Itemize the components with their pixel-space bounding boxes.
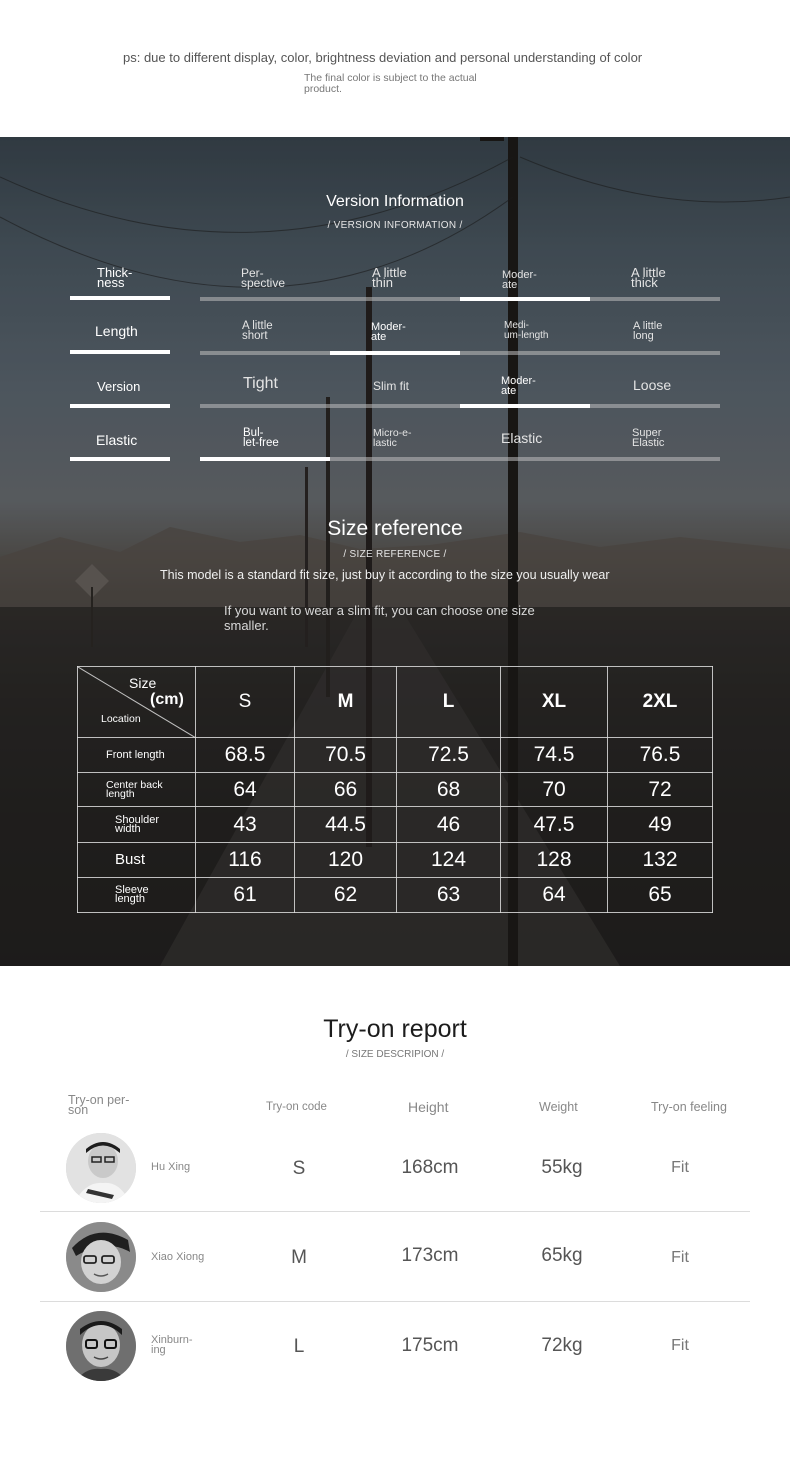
option-label: Super Elastic xyxy=(632,427,665,449)
version-row-length xyxy=(0,317,790,369)
avatar-photo-icon xyxy=(66,1311,136,1381)
measurement-value: 132 xyxy=(608,843,713,878)
measurement-value: 49 xyxy=(608,807,713,843)
label-underline xyxy=(70,404,170,408)
label-underline xyxy=(70,457,170,461)
scale-selected-marker xyxy=(460,404,590,408)
version-info-subtitle: / VERSION INFORMATION / xyxy=(327,220,463,231)
size-note-slim: If you want to wear a slim fit, you can choose one size smaller. xyxy=(224,603,535,633)
option-label: Slim fit xyxy=(373,379,409,393)
measurement-value: 61 xyxy=(196,878,295,913)
size-table xyxy=(77,666,713,913)
measurement-value: 70.5 xyxy=(295,738,397,773)
measurement-value: 70 xyxy=(501,773,608,807)
header-weight: Weight xyxy=(539,1100,578,1114)
measurement-value: 72.5 xyxy=(397,738,501,773)
header-person: Try-on per- son xyxy=(68,1093,130,1117)
measurement-label: Shoulder width xyxy=(78,807,196,843)
size-table-corner-cell xyxy=(78,667,196,738)
person-height: 173cm xyxy=(401,1245,459,1266)
avatar-photo-icon xyxy=(66,1133,136,1203)
person-code: M xyxy=(291,1247,307,1268)
size-table-row xyxy=(78,878,713,913)
measurement-label: Sleeve length xyxy=(78,878,196,913)
measurement-value: 47.5 xyxy=(501,807,608,843)
option-label: Medi- um-length xyxy=(504,320,549,341)
size-header-cell: 2XL xyxy=(608,667,713,738)
option-label: Per- spective xyxy=(241,266,286,290)
measurement-value: 64 xyxy=(196,773,295,807)
option-label-selected: Moder- ate xyxy=(501,375,536,397)
option-label: A little thick xyxy=(631,265,666,290)
avatar xyxy=(66,1133,136,1203)
measurement-label: Center back length xyxy=(78,773,196,807)
measurement-value: 68 xyxy=(397,773,501,807)
size-header-cell: S xyxy=(196,667,295,738)
header-feeling: Try-on feeling xyxy=(651,1100,727,1114)
person-code: L xyxy=(293,1336,305,1357)
tryon-report-title: Try-on report xyxy=(323,1015,467,1043)
scale-selected-marker xyxy=(200,457,330,461)
tryon-row xyxy=(40,1122,750,1212)
size-table-row xyxy=(78,738,713,773)
label-underline xyxy=(70,350,170,354)
option-label: Elastic xyxy=(501,430,543,446)
avatar xyxy=(66,1311,136,1381)
measurement-value: 43 xyxy=(196,807,295,843)
measurement-value: 124 xyxy=(397,843,501,878)
row-label: Length xyxy=(95,323,138,339)
scale-selected-marker xyxy=(460,297,590,301)
tryon-row xyxy=(40,1302,750,1392)
person-height: 168cm xyxy=(401,1157,459,1178)
person-height: 175cm xyxy=(401,1335,459,1356)
version-row-fit xyxy=(0,372,790,424)
person-weight: 72kg xyxy=(541,1335,583,1356)
measurement-value: 68.5 xyxy=(196,738,295,773)
size-table-row xyxy=(78,807,713,843)
option-label-selected: Moder- ate xyxy=(371,321,406,343)
label-underline xyxy=(70,296,170,300)
option-label: A little long xyxy=(633,320,663,342)
size-reference-subtitle: / SIZE REFERENCE / xyxy=(343,549,447,560)
measurement-value: 64 xyxy=(501,878,608,913)
measurement-label: Bust xyxy=(78,843,196,878)
measurement-value: 44.5 xyxy=(295,807,397,843)
measurement-value: 46 xyxy=(397,807,501,843)
person-name: Hu Xing xyxy=(151,1161,191,1173)
option-label: Loose xyxy=(633,377,672,393)
measurement-label: Front length xyxy=(78,738,196,773)
avatar-photo-icon xyxy=(66,1222,136,1292)
corner-unit-label: (cm) xyxy=(150,691,184,708)
notice-line-1: ps: due to different display, color, brightness deviation and personal understanding of color xyxy=(123,50,643,65)
size-reference-title: Size reference xyxy=(327,517,463,540)
scale-selected-marker xyxy=(330,351,460,355)
measurement-value: 76.5 xyxy=(608,738,713,773)
version-info-title: Version Information xyxy=(326,193,464,210)
person-feeling: Fit xyxy=(671,1249,689,1266)
person-code: S xyxy=(292,1158,306,1179)
tryon-row xyxy=(40,1212,750,1302)
avatar xyxy=(66,1222,136,1292)
person-name: Xiao Xiong xyxy=(151,1251,205,1263)
row-label: Version xyxy=(97,379,141,394)
person-feeling: Fit xyxy=(671,1337,689,1354)
header-code: Try-on code xyxy=(266,1101,327,1113)
size-table-row xyxy=(78,773,713,807)
person-weight: 65kg xyxy=(541,1245,583,1266)
notice-line-2: The final color is subject to the actual product. xyxy=(304,72,477,95)
measurement-value: 65 xyxy=(608,878,713,913)
measurement-value: 74.5 xyxy=(501,738,608,773)
measurement-value: 128 xyxy=(501,843,608,878)
row-label: Thick- ness xyxy=(97,265,133,290)
tryon-report-subtitle: / SIZE DESCRIPION / xyxy=(345,1049,445,1060)
row-label: Elastic xyxy=(96,432,138,448)
measurement-value: 63 xyxy=(397,878,501,913)
size-table-row xyxy=(78,843,713,878)
option-label: Tight xyxy=(243,375,278,392)
option-label: A little thin xyxy=(372,265,407,290)
size-table-header-row xyxy=(78,667,713,738)
size-header-cell: L xyxy=(397,667,501,738)
size-header-cell: M xyxy=(295,667,397,738)
measurement-value: 62 xyxy=(295,878,397,913)
option-label-selected: Bul- let-free xyxy=(243,427,279,449)
option-label-selected: Moder- ate xyxy=(502,269,537,291)
person-weight: 55kg xyxy=(541,1157,583,1178)
measurement-value: 66 xyxy=(295,773,397,807)
size-header-cell: XL xyxy=(501,667,608,738)
version-row-thickness xyxy=(0,262,790,314)
header-height: Height xyxy=(408,1099,449,1115)
corner-location-label: Location xyxy=(101,713,141,725)
color-notice xyxy=(0,0,790,137)
option-label: A little short xyxy=(242,320,273,342)
scale-track xyxy=(200,351,720,355)
person-name: Xinburn- ing xyxy=(151,1334,193,1356)
measurement-value: 72 xyxy=(608,773,713,807)
size-note-standard: This model is a standard fit size, just buy it according to the size you usually wear xyxy=(160,568,610,582)
measurement-value: 120 xyxy=(295,843,397,878)
measurement-value: 116 xyxy=(196,843,295,878)
option-label: Micro-e- lastic xyxy=(373,427,412,449)
size-info-panel xyxy=(0,137,790,966)
corner-size-label: Size xyxy=(129,675,157,691)
version-row-elastic xyxy=(0,425,790,477)
person-feeling: Fit xyxy=(671,1159,689,1176)
